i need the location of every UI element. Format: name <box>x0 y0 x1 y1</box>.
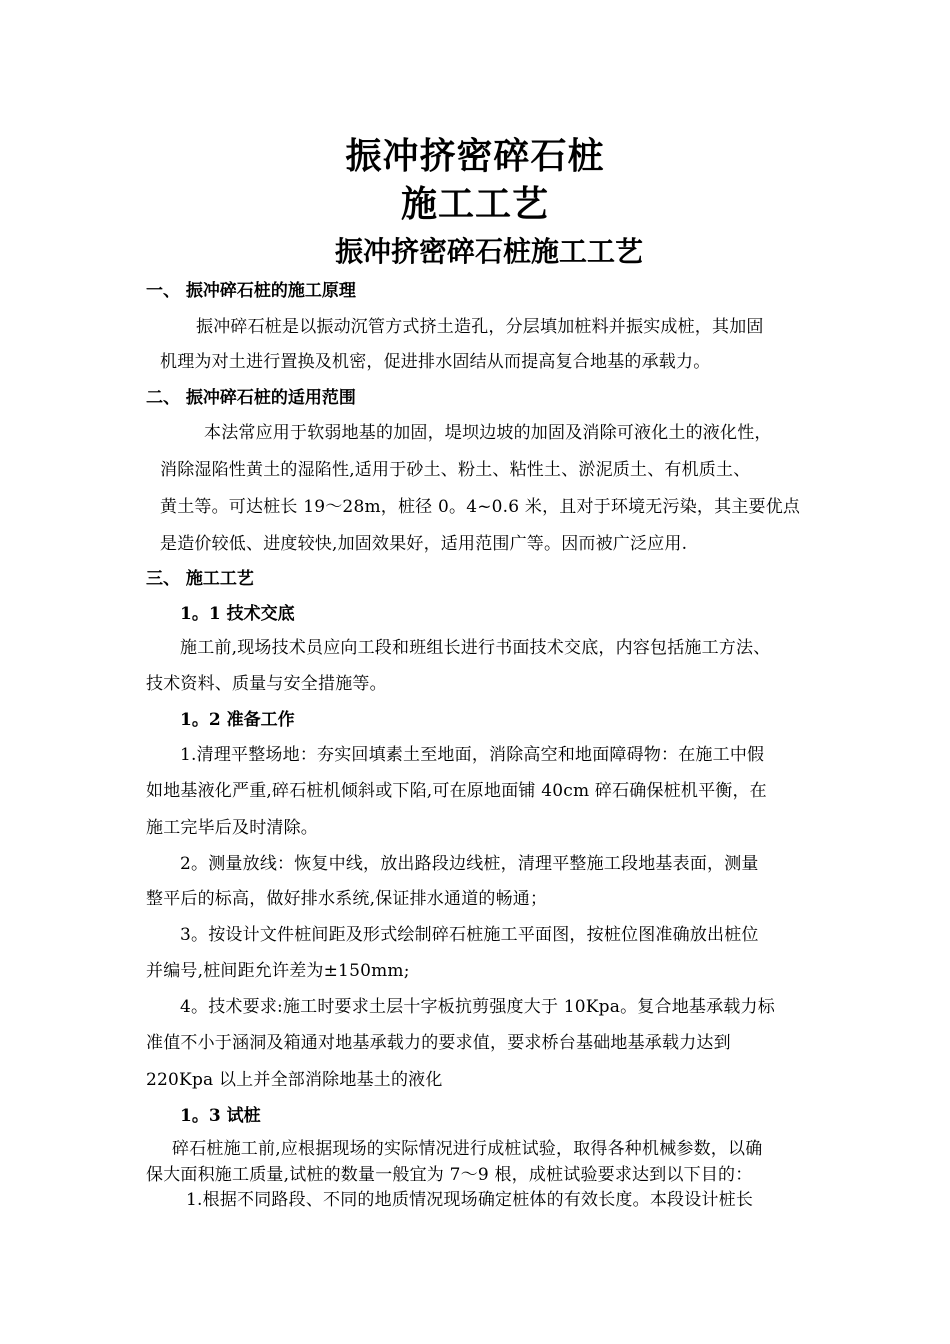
subsection-1-2-line: 4。技术要求:施工时要求土层十字板抗剪强度大于 10Kpa。复合地基承载力标 <box>180 997 775 1017</box>
subsection-1-1-line: 技术资料、质量与安全措施等。 <box>146 674 387 694</box>
subsection-1-2-line: 1.清理平整场地：夯实回填素土至地面，消除高空和地面障碍物：在施工中假 <box>180 745 765 765</box>
section-2-line: 黄土等。可达桩长 19～28m，桩径 0。4~0.6 米，且对于环境无污染，其主要优点 <box>160 497 801 517</box>
document-subtitle: 振冲挤密碎石桩施工工艺 <box>334 235 643 268</box>
subsection-1-2-line: 220Kpa 以上并全部消除地基土的液化 <box>146 1070 443 1090</box>
subsection-1-3-line: 碎石桩施工前,应根据现场的实际情况进行成桩试验，取得各种机械参数，以确 <box>172 1139 763 1159</box>
document-title-line-1: 振冲挤密碎石桩 <box>345 135 605 177</box>
subsection-1-2-line: 如地基液化严重,碎石桩机倾斜或下陷,可在原地面铺 40cm 碎石确保桩机平衡，在 <box>146 781 767 801</box>
subsection-1-2-heading: 1。2 准备工作 <box>180 710 295 730</box>
section-2-line: 消除湿陷性黄土的湿陷性,适用于砂土、粉土、粘性土、淤泥质土、有机质土、 <box>160 460 751 480</box>
subsection-1-2-line: 整平后的标高，做好排水系统,保证排水通道的畅通； <box>146 889 548 909</box>
subsection-1-1-line: 施工前,现场技术员应向工段和班组长进行书面技术交底，内容包括施工方法、 <box>180 638 771 658</box>
subsection-1-2-line: 并编号,桩间距允许差为±150mm; <box>146 961 410 981</box>
subsection-1-3-heading: 1。3 试桩 <box>180 1106 261 1126</box>
section-1-line: 机理为对土进行置换及机密，促进排水固结从而提高复合地基的承载力。 <box>160 352 711 372</box>
section-1-line: 振冲碎石桩是以振动沉管方式挤土造孔，分层填加桩料并振实成桩，其加固 <box>196 317 764 337</box>
subsection-1-3-line: 1.根据不同路段、不同的地质情况现场确定桩体的有效长度。本段设计桩长 <box>186 1190 754 1210</box>
section-2-line: 是造价较低、进度较快,加固效果好，适用范围广等。因而被广泛应用. <box>160 534 688 554</box>
subsection-1-2-line: 3。按设计文件桩间距及形式绘制碎石桩施工平面图，按桩位图准确放出桩位 <box>180 925 759 945</box>
section-2-heading: 二、 振冲碎石桩的适用范围 <box>146 388 356 408</box>
section-3-heading: 三、 施工工艺 <box>146 569 254 589</box>
section-2-line: 本法常应用于软弱地基的加固，堤坝边坡的加固及消除可液化土的液化性， <box>204 423 772 443</box>
subsection-1-3-line: 保大面积施工质量,试桩的数量一般宜为 7～9 根，成桩试验要求达到以下目的： <box>146 1165 753 1185</box>
section-1-heading: 一、 振冲碎石桩的施工原理 <box>146 281 356 301</box>
subsection-1-2-line: 准值不小于涵洞及箱通对地基承载力的要求值，要求桥台基础地基承载力达到 <box>146 1033 731 1053</box>
document-title-line-2: 施工工艺 <box>400 183 549 225</box>
subsection-1-2-line: 施工完毕后及时清除。 <box>146 818 318 838</box>
subsection-1-1-heading: 1。1 技术交底 <box>180 604 295 624</box>
subsection-1-2-line: 2。测量放线：恢复中线，放出路段边线桩，清理平整施工段地基表面，测量 <box>180 854 759 874</box>
